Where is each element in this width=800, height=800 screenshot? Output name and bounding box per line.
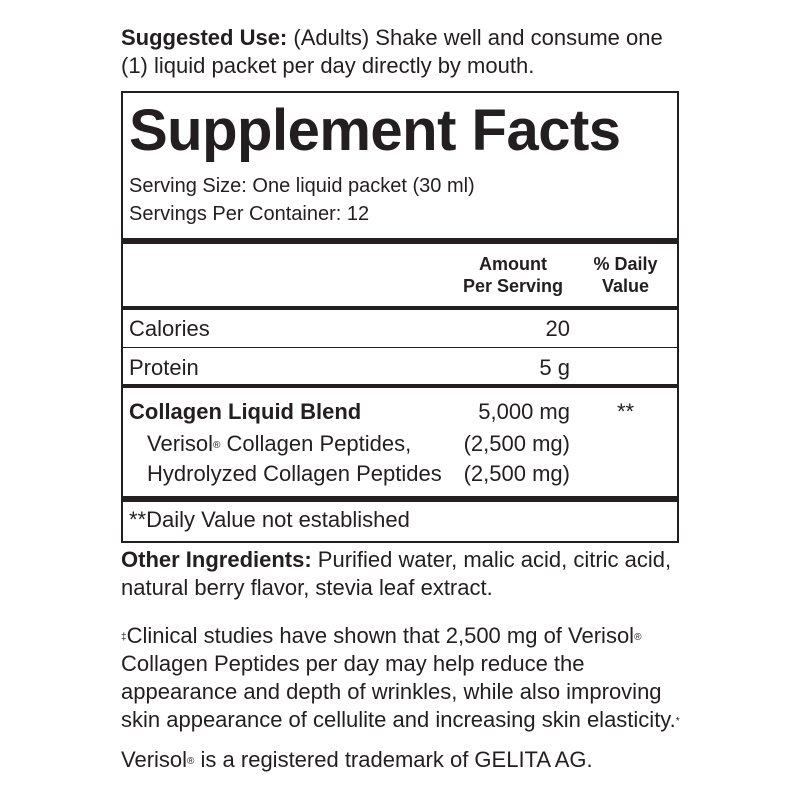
- divider-mid: [123, 384, 677, 388]
- verisol-text: Verisol: [147, 431, 214, 456]
- supplement-facts-panel: [121, 91, 679, 543]
- column-header-daily-value: [578, 253, 673, 297]
- collagen-peptides-text: Collagen Peptides,: [220, 431, 412, 456]
- clinical-text-a: Clinical studies have shown that 2,500 mg of Verisol: [126, 623, 635, 648]
- clinical-statement: [121, 622, 701, 734]
- other-ingredients-text: [121, 546, 681, 602]
- row-protein-amount: 5 g: [539, 355, 570, 380]
- trademark-text-a: Verisol: [121, 747, 188, 772]
- blend-amount: 5,000 mg: [478, 399, 570, 424]
- blend-sub-hydrolyzed: Hydrolyzed Collagen Peptides: [147, 461, 442, 486]
- dagger-mark: ‡: [121, 632, 127, 643]
- registered-mark: ®: [187, 756, 195, 767]
- suggested-use-label: Suggested Use:: [121, 25, 288, 50]
- blend-daily-value: **: [617, 399, 635, 424]
- row-calories-amount: 20: [545, 316, 570, 341]
- panel-title: Supplement Facts: [129, 98, 621, 163]
- serving-size: Serving Size: One liquid packet (30 ml): [129, 175, 475, 197]
- divider-mid: [123, 306, 677, 310]
- blend-name: Collagen Liquid Blend: [129, 399, 362, 424]
- column-header-amount-line1: Amount: [479, 254, 547, 274]
- column-header-amount-line2: Per Serving: [462, 276, 564, 296]
- other-ingredients-body: Purified water, malic acid, citric acid, natural berry flavor, stevia leaf extract.: [121, 547, 672, 600]
- clinical-text-b: Collagen Peptides per day may help reduce the appearance and depth of wrinkles, while also improving skin appearance of cellulite and increasing skin elasticity.: [121, 651, 676, 732]
- blend-sub-hydrolyzed-amount: (2,500 mg): [463, 461, 570, 486]
- column-header-dv-line2: Value: [601, 276, 650, 296]
- row-protein-name: Protein: [129, 355, 199, 380]
- row-calories-name: Calories: [129, 316, 210, 341]
- other-ingredients-label: Other Ingredients:: [121, 547, 312, 572]
- daily-value-footnote: **Daily Value not established: [129, 507, 410, 532]
- column-header-dv-line1: % Daily: [593, 254, 658, 274]
- servings-per-container: Servings Per Container: 12: [129, 203, 370, 225]
- divider-thick: [123, 496, 677, 502]
- registered-mark: ®: [634, 632, 642, 643]
- trademark-statement: [121, 746, 701, 774]
- suggested-use-text: [121, 24, 681, 80]
- asterisk-mark: *: [675, 716, 680, 727]
- divider-thick: [123, 238, 677, 244]
- blend-sub-verisol-amount: (2,500 mg): [463, 431, 570, 456]
- divider-thin: [123, 347, 677, 348]
- trademark-text-b: is a registered trademark of GELITA AG.: [194, 747, 593, 772]
- suggested-use-body: (Adults) Shake well and consume one (1) liquid packet per day directly by mouth.: [121, 25, 663, 78]
- registered-mark: ®: [213, 440, 221, 451]
- column-header-amount: [443, 253, 583, 297]
